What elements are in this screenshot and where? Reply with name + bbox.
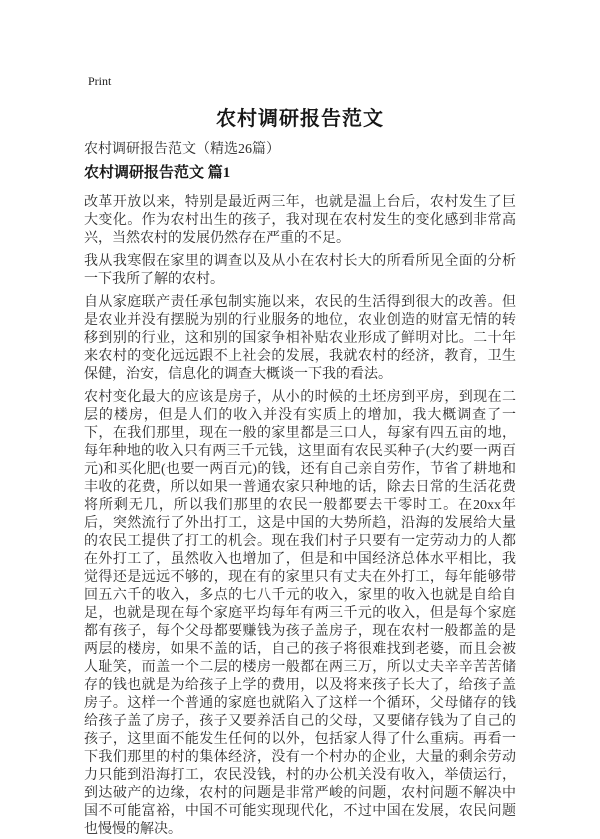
print-link[interactable]: Print [88, 74, 112, 88]
paragraph: 改革开放以来，特别是最近两三年，也就是温上台后，农村发生了巨大变化。作为农村出生的孩子，我对现在农村发生的变化感到非常高兴，当然农村的发展仍然存在严重的不足。 [84, 195, 516, 246]
paragraph: 我从我寒假在家里的调查以及从小在农村长大的所看所见全面的分析一下我所了解的农村。 [84, 254, 516, 287]
paragraph: 自从家庭联产责任承包制实施以来，农民的生活得到很大的改善。但是农业并没有摆脱为别的行业服务的地位，农业创造的财富无情的转移到别的行业，这和别的国家争相补贴农业形成了鲜明对比。二十年来农村的变化远远跟不上社会的发展，我就农村的经济，教育，卫生保健，治安，信息化的调查大概谈一下我的看法。 [84, 295, 516, 382]
page-title: 农村调研报告范文 [216, 108, 384, 130]
paragraph: 农村变化最大的应该是房子，从小的时候的土坯房到平房，到现在二层的楼房，但是人们的收入并没有实质上的增加，我大概调查了一下，在我们那里，现在一般的家里都是三口人，每家有四五亩的地，每年种地的收入只有两三千元钱，这里面有农民买种子(大约要一两百元)和买化肥(也要一两百元)的钱，还有自己亲自劳作，节省了耕地和丰收的花费，所以如果一普通农家只种地的话，除去日常的生活花费将所剩无几，所以我们那里的农民一般都要去干零时工。在20xx年后，突然流行了外出打工，这是中国的大势所趋，沿海的发展给大量的农民工提供了打工的机会。现在我们村子只要有一定劳动力的人都在外打工了，虽然收入也增加了，但是和中国经济总体水平相比，我觉得还是远远不够的，现在有的家里只有丈夫在外打工，每年能够带回五六千的收入，多点的七八千元的收入，家里的收入也就是自给自足，也就是现在每个家庭平均每年有两三千元的收入，但是每个家庭都有孩子，每个父母都要赚钱为孩子盖房子，现在农村一般都盖的是两层的楼房，如果不盖的话，自己的孩子将很难找到老婆，而且会被人耻笑，而盖一个二层的楼房一般都在两三万，所以丈夫辛辛苦苦储存的钱也就是为给孩子上学的费用，以及将来孩子长大了，给孩子盖房子。这样一个普通的家庭也就陷入了这样一个循环，父母储存的钱给孩子盖了房子，孩子又要养活自己的父母，又要储存钱为了自己的孩子，这里面不能发生任何的以外，包括家人得了什么重病。再看一下我们那里的村的集体经济，没有一个村办的企业，大量的剩余劳动力只能到沿海打工，农民没钱，村的办公机关没有收入，举债运行，到达破产的边缘，农村的问题是非常严峻的问题，农村问题不解决中国不可能富裕，中国不可能实现现代化，不过中国在发展，农民问题也慢慢的解决。 [84, 390, 516, 837]
doc-subtitle: 农村调研报告范文（精选26篇） [84, 142, 280, 157]
article-body [84, 194, 516, 839]
section-heading: 农村调研报告范文 篇1 [84, 165, 231, 181]
